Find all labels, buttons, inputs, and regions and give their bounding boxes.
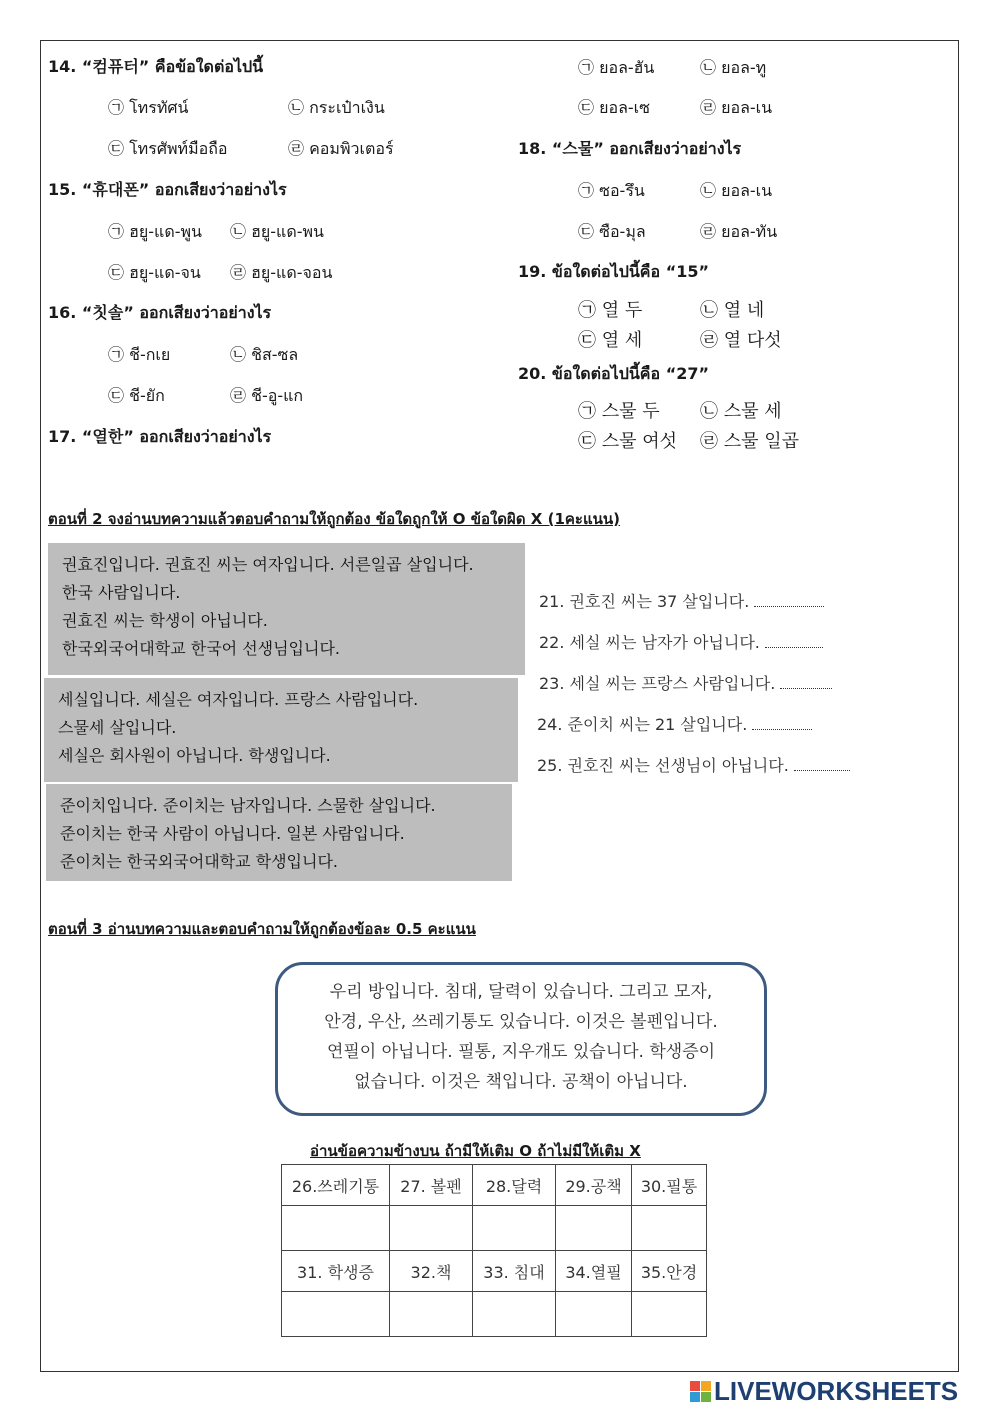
answer-blank-24[interactable] [752,719,812,730]
q14-option-c: ㉢ โทรศัพท์มือถือ [108,139,228,158]
answer-cell-33[interactable] [473,1292,556,1337]
passage-line: 안경, 우산, 쓰레기통도 있습니다. 이것은 볼펜입니다. [324,1012,718,1032]
text2-line: 스물세 살입니다. [58,718,177,737]
table-header-cell: 33. 침대 [473,1251,556,1292]
q20-option-c: ㉢ 스물 여섯 [578,431,677,452]
q16-option-a: ㉠ ชี-กเย [108,345,171,364]
q15-option-c: ㉢ ฮยู-แด-จน [108,263,201,282]
passage-line: 연필이 아닙니다. 필통, 지우개도 있습니다. 학생증이 [326,1042,716,1062]
table-caption: อ่านข้อความข้างบน ถ้ามีให้เติม O ถ้าไม่มีให้เติม X [310,1142,641,1160]
part3-heading: ตอนที่ 3 อ่านบทความและตอบคำถามให้ถูกต้องข้อละ 0.5 คะแนน [48,920,476,938]
q15-option-b: ㉡ ฮยู-แด-พน [230,222,324,241]
statement-text: 24. 준이치 씨는 21 살입니다. [537,715,748,734]
answer-cell-27[interactable] [390,1206,473,1251]
answer-blank-25[interactable] [794,760,850,771]
q15-title: 15. “휴대폰” ออกเสียงว่าอย่างไร [48,180,287,199]
reading-text-3 [46,784,512,881]
table-header-cell: 30.필통 [632,1165,707,1206]
q14-title: 14. “컴퓨터” คือข้อใดต่อไปนี้ [48,57,264,76]
statement-21 [539,589,824,612]
table-header-cell: 34.열필 [556,1251,632,1292]
q18-option-a: ㉠ ซอ-รึน [578,181,645,200]
text1-line: 권효진 씨는 학생이 아닙니다. [62,611,268,630]
q16-option-d: ㉣ ชี-อู-แก [230,386,304,405]
q19-option-c: ㉢ 열 세 [578,330,643,351]
liveworksheets-logo [690,1376,958,1406]
answer-cell-29[interactable] [556,1206,632,1251]
table-header-cell: 35.안경 [632,1251,707,1292]
q18-option-c: ㉢ ซือ-มุล [578,222,646,241]
q17-title: 17. “열한” ออกเสียงว่าอย่างไร [48,427,272,446]
answer-blank-23[interactable] [780,678,832,689]
text1-line: 한국외국어대학교 한국어 선생님입니다. [62,639,341,658]
table-header-cell: 29.공책 [556,1165,632,1206]
q20-option-d: ㉣ 스물 일곱 [700,431,799,452]
text2-line: 세실은 회사원이 아닙니다. 학생입니다. [58,746,331,765]
text1-line: 한국 사람입니다. [62,583,181,602]
statement-text: 23. 세실 씨는 프랑스 사람입니다. [539,674,776,693]
q19-option-b: ㉡ 열 네 [700,300,765,321]
answer-cell-34[interactable] [556,1292,632,1337]
table-header-cell: 27. 볼펜 [390,1165,473,1206]
q16-title: 16. “칫솔” ออกเสียงว่าอย่างไร [48,303,272,322]
q14-option-b: ㉡ กระเป๋าเงิน [288,98,385,117]
table-header-cell: 31. 학생증 [282,1251,390,1292]
statement-text: 25. 권호진 씨는 선생님이 아닙니다. [537,756,789,775]
logo-text: LIVEWORKSHEETS [714,1375,959,1406]
reading-text-2 [44,678,518,782]
q14-option-d: ㉣ คอมพิวเตอร์ [288,139,394,158]
q17-option-a: ㉠ ยอล-ฮัน [578,58,655,77]
q15-option-d: ㉣ ฮยู-แด-จอน [230,263,333,282]
passage-line: 없습니다. 이것은 책입니다. 공책이 아닙니다. [354,1072,688,1092]
table-header-cell: 32.책 [390,1251,473,1292]
q18-option-d: ㉣ ยอล-ทัน [700,222,778,241]
statement-text: 22. 세실 씨는 남자가 아닙니다. [539,633,760,652]
q20-title: 20. ข้อใดต่อไปนี้คือ “27” [518,364,709,383]
answer-cell-35[interactable] [632,1292,707,1337]
answer-cell-30[interactable] [632,1206,707,1251]
passage-line: 우리 방입니다. 침대, 달력이 있습니다. 그리고 모자, [329,982,713,1002]
text1-line: 권효진입니다. 권효진 씨는 여자입니다. 서른일곱 살입니다. [62,555,474,574]
q16-option-c: ㉢ ชี-ยัก [108,386,165,405]
part2-heading: ตอนที่ 2 จงอ่านบทความแล้วตอบคำถามให้ถูกต้อง ข้อใดถูกให้ O ข้อใดผิด X (1คะแนน) [48,510,621,528]
answer-cell-32[interactable] [390,1292,473,1337]
statement-24 [537,712,812,735]
statement-25 [537,753,850,776]
q19-option-d: ㉣ 열 다섯 [700,330,782,351]
text2-line: 세실입니다. 세실은 여자입니다. 프랑스 사람입니다. [58,690,419,709]
text3-line: 준이치는 한국 사람이 아닙니다. 일본 사람입니다. [60,824,405,843]
q19-title: 19. ข้อใดต่อไปนี้คือ “15” [518,262,709,281]
q20-option-b: ㉡ 스물 세 [700,401,782,422]
answer-blank-21[interactable] [754,596,824,607]
answer-blank-22[interactable] [765,637,823,648]
q19-option-a: ㉠ 열 두 [578,300,643,321]
q14-option-a: ㉠ โทรทัศน์ [108,98,189,117]
q18-option-b: ㉡ ยอล-เน [700,181,773,200]
statement-22 [539,630,823,653]
statement-23 [539,671,832,694]
text3-line: 준이치입니다. 준이치는 남자입니다. 스물한 살입니다. [60,796,436,815]
q17-option-c: ㉢ ยอล-เซ [578,98,650,117]
q17-option-b: ㉡ ยอล-ทู [700,58,767,77]
answer-cell-31[interactable] [282,1292,390,1337]
answer-cell-26[interactable] [282,1206,390,1251]
q15-option-a: ㉠ ฮยู-แด-พูน [108,222,202,241]
answer-cell-28[interactable] [473,1206,556,1251]
table-header-cell: 26.쓰레기통 [282,1165,390,1206]
answer-table [281,1164,707,1337]
table-header-cell: 28.달력 [473,1165,556,1206]
q18-title: 18. “스물” ออกเสียงว่าอย่างไร [518,139,742,158]
reading-text-1 [48,543,525,675]
q20-option-a: ㉠ 스물 두 [578,401,660,422]
text3-line: 준이치는 한국외국어대학교 학생입니다. [60,852,339,871]
reading-passage [275,962,767,1116]
q16-option-b: ㉡ ชิส-ซล [230,345,299,364]
statement-text: 21. 권호진 씨는 37 살입니다. [539,592,750,611]
q17-option-d: ㉣ ยอล-เน [700,98,773,117]
logo-icon [690,1381,711,1402]
